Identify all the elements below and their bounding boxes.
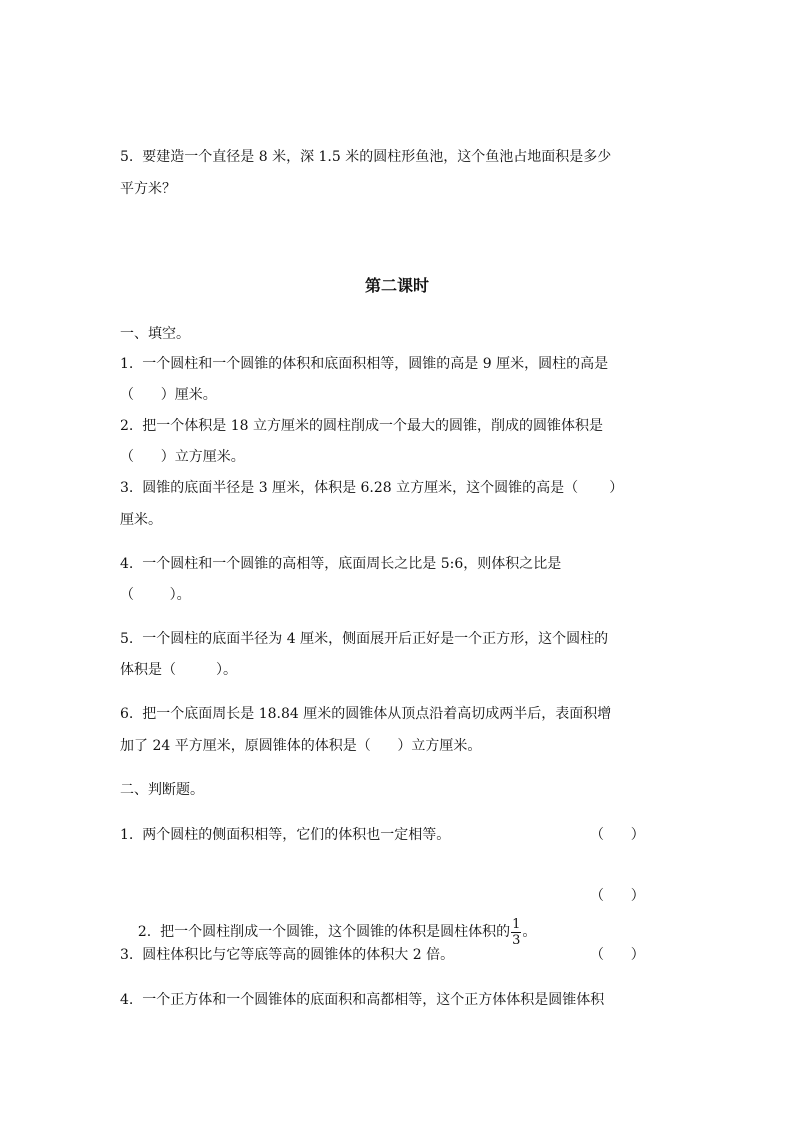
judge-2-bracket: （ ） [590, 888, 645, 904]
fill-4-line1: 4. 一个圆柱和一个圆锥的高相等，底面周长之比是 5:6，则体积之比是 [120, 556, 562, 572]
judge-3-bracket: （ ） [590, 947, 645, 963]
fraction-one-third [511, 917, 521, 948]
fill-1-line1: 1. 一个圆柱和一个圆锥的体积和底面积相等，圆锥的高是 9 厘米，圆柱的高是 [120, 356, 609, 372]
fill-3-line1: 3. 圆锥的底面半径是 3 厘米，体积是 6.28 立方厘米，这个圆锥的高是（ ） [120, 480, 624, 496]
judge-1-text: 1. 两个圆柱的侧面积相等，它们的体积也一定相等。 [120, 827, 451, 843]
judge-3-text: 3. 圆柱体积比与它等底等高的圆锥体的体积大 2 倍。 [120, 947, 455, 963]
judge-2-after: 。 [522, 924, 537, 940]
part2-heading: 二、判断题。 [120, 782, 204, 798]
judge-2-text: 2. 把一个圆柱削成一个圆锥，这个圆锥的体积是圆柱体积的 [137, 924, 511, 940]
fill-1-line2: （ ）厘米。 [120, 387, 217, 403]
fill-5-line2: 体积是（ ）。 [120, 662, 238, 678]
fill-6-line2: 加了 24 平方厘米，原圆锥体的体积是（ ）立方厘米。 [120, 738, 482, 754]
fill-4-line2: （ ）。 [120, 587, 191, 603]
question-5-line2: 平方米？ [120, 181, 176, 197]
judge-2-row [120, 878, 536, 986]
fraction-numerator: 1 [512, 916, 521, 932]
question-5-line1: 5. 要建造一个直径是 8 米，深 1.5 米的圆柱形鱼池，这个鱼池占地面积是多少 [120, 149, 612, 165]
fill-5-line1: 5. 一个圆柱的底面半径为 4 厘米，侧面展开后正好是一个正方形，这个圆柱的 [120, 631, 609, 647]
fill-2-line1: 2. 把一个体积是 18 立方厘米的圆柱削成一个最大的圆锥，削成的圆锥体积是 [120, 418, 603, 434]
fraction-denominator: 3 [512, 932, 521, 948]
fill-2-line2: （ ）立方厘米。 [120, 449, 245, 465]
judge-1-bracket: （ ） [590, 827, 645, 843]
fill-6-line1: 6. 把一个底面周长是 18.84 厘米的圆锥体从顶点沿着高切成两半后，表面积增 [120, 706, 612, 722]
section-title: 第二课时 [364, 276, 429, 295]
fill-3-line2: 厘米。 [120, 512, 162, 528]
part1-heading: 一、填空。 [120, 326, 190, 342]
judge-4-text: 4. 一个正方体和一个圆锥体的底面积和高都相等，这个正方体体积是圆锥体积 [120, 992, 605, 1008]
